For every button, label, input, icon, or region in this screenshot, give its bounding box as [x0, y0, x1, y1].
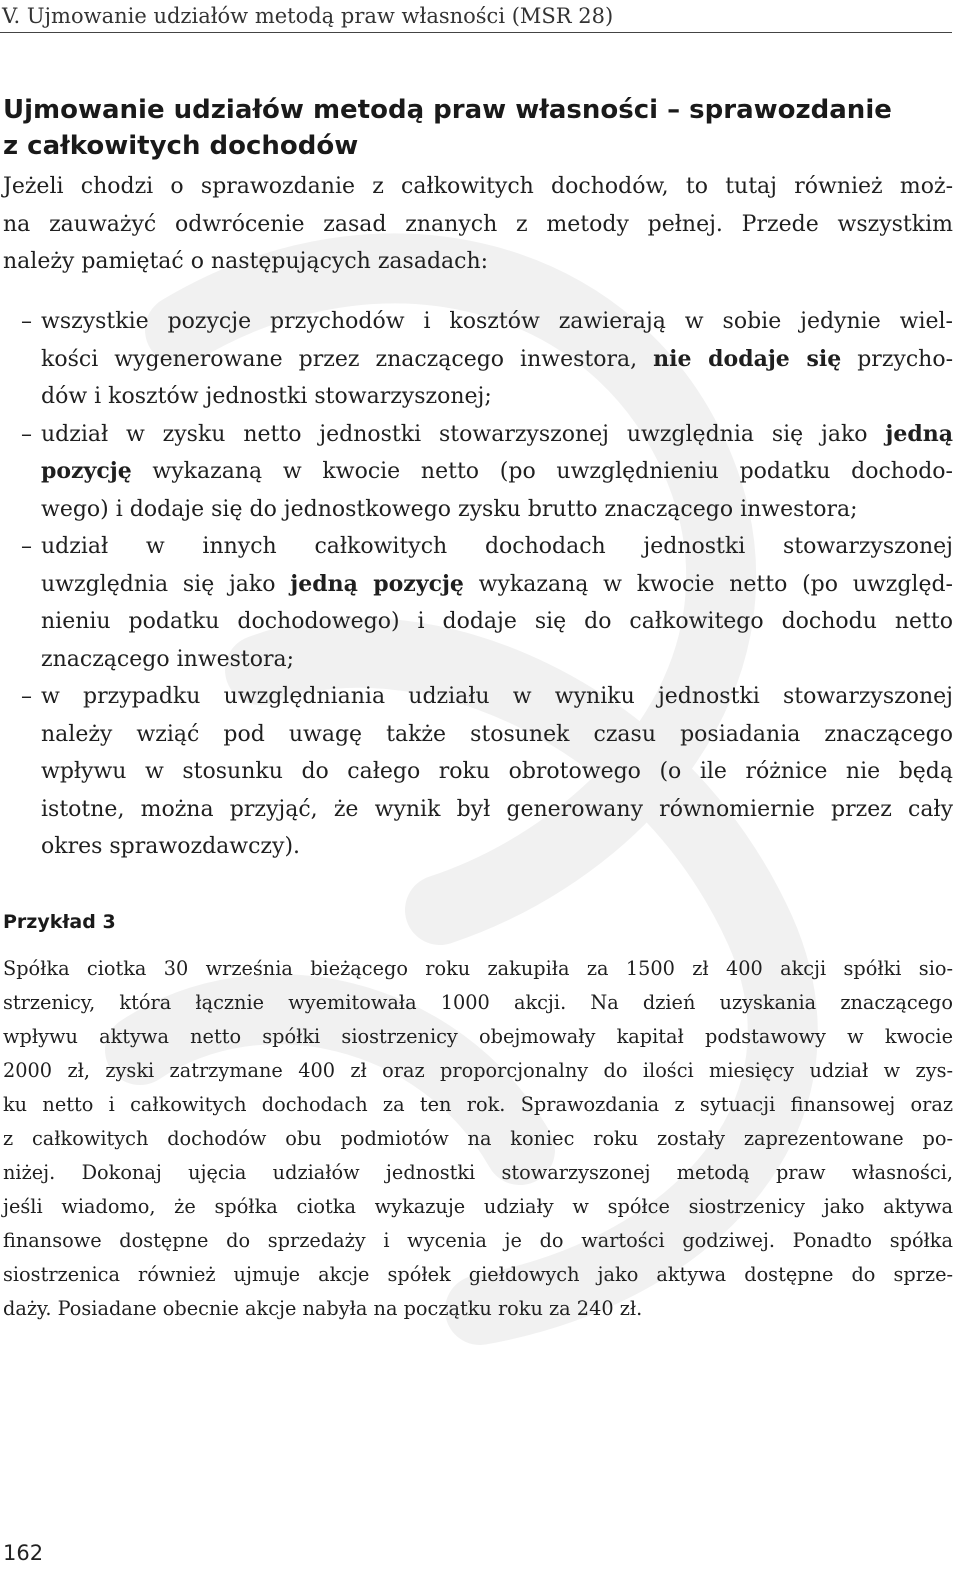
emphasis-text: jedną pozycję: [290, 570, 464, 597]
example-line: 2000 zł, zyski zatrzymane 400 zł oraz proporcjonalny do ilości miesięcy udział w zys-: [3, 1059, 953, 1082]
dash-bullet-icon: [21, 416, 32, 454]
list-item-line: znaczącego inwestora;: [41, 646, 295, 672]
running-head: V. Ujmowanie udziałów metodą praw własności (MSR 28): [2, 4, 614, 28]
list-item-line: udział w zysku netto jednostki stowarzyszonej uwzględnia się jako jedną: [41, 420, 953, 447]
section-title-line-1: Ujmowanie udziałów metodą praw własności – sprawozdanie: [3, 95, 892, 125]
page-number: 162: [3, 1541, 44, 1565]
example-line: Spółka ciotka 30 września bieżącego roku zakupiła za 1500 zł 400 akcji spółki sio-: [3, 957, 953, 980]
list-item-line: kości wygenerowane przez znaczącego inwestora, nie dodaje się przycho-: [41, 345, 954, 372]
intro-line: Jeżeli chodzi o sprawozdanie z całkowitych dochodów, to tutaj również moż-: [3, 174, 953, 199]
list-item-line: wpływu w stosunku do całego roku obrotowego (o ile różnice nie będą: [41, 759, 953, 784]
example-line: daży. Posiadane obecnie akcje nabyła na początku roku za 240 zł.: [3, 1297, 643, 1320]
intro-line: należy pamiętać o następujących zasadach:: [3, 249, 489, 274]
example-line: ku netto i całkowitych dochodach za ten rok. Sprawozdania z sytuacji finansowej oraz: [3, 1093, 953, 1116]
intro-paragraph: [3, 168, 953, 281]
example-heading: Przykład 3: [3, 911, 116, 933]
example-line: siostrzenica również ujmuje akcje spółek giełdowych jako aktywa dostępne do sprze-: [3, 1263, 953, 1286]
list-item: [3, 528, 953, 678]
section-title-line-2: z całkowitych dochodów: [3, 131, 359, 161]
example-line: strzenicy, która łącznie wyemitowała 1000 akcji. Na dzień uzyskania znaczącego: [3, 991, 953, 1014]
example-line: finansowe dostępne do sprzedaży i wycenia je do wartości godziwej. Ponadto spółka: [3, 1229, 953, 1252]
list-item-line: nieniu podatku dochodowego) i dodaje się do całkowitego dochodu netto: [41, 609, 953, 634]
example-line: z całkowitych dochodów obu podmiotów na koniec roku zostały zaprezentowane po-: [3, 1127, 953, 1150]
list-item-line: udział w innych całkowitych dochodach jednostki stowarzyszonej: [41, 534, 953, 559]
list-item-line: uwzględnia się jako jedną pozycję wykazaną w kwocie netto (po uwzględ-: [41, 570, 953, 597]
header-rule: [0, 32, 952, 33]
list-item-line: okres sprawozdawczy).: [41, 834, 301, 859]
dash-bullet-icon: [21, 678, 32, 716]
rules-list: [3, 303, 953, 866]
example-line: niżej. Dokonaj ujęcia udziałów jednostki stowarzyszonej metodą praw własności,: [3, 1161, 953, 1184]
emphasis-text: jedną: [885, 420, 953, 447]
list-item: [3, 678, 953, 866]
list-item-line: w przypadku uwzględniania udziału w wyniku jednostki stowarzyszonej: [41, 684, 953, 709]
example-line: wpływu aktywa netto spółki siostrzenicy obejmowały kapitał podstawowy w kwocie: [3, 1025, 953, 1048]
emphasis-text: pozycję: [41, 458, 132, 484]
section-title: [3, 92, 903, 164]
list-item-line: należy wziąć pod uwagę także stosunek czasu posiadania znaczącego: [41, 721, 953, 747]
list-item-line: istotne, można przyjąć, że wynik był generowany równomiernie przez cały: [41, 796, 953, 822]
list-item-line: wszystkie pozycje przychodów i kosztów zawierają w sobie jedynie wiel-: [41, 309, 953, 334]
list-item: [3, 416, 953, 529]
dash-bullet-icon: [21, 528, 32, 566]
list-item-line: pozycję wykazaną w kwocie netto (po uwzględnieniu podatku dochodo-: [41, 458, 953, 484]
emphasis-text: nie dodaje się: [653, 345, 842, 372]
example-paragraph: [3, 952, 953, 1326]
list-item-line: wego) i dodaje się do jednostkowego zysku brutto znaczącego inwestora;: [41, 496, 858, 522]
intro-line: na zauważyć odwrócenie zasad znanych z metody pełnej. Przede wszystkim: [3, 211, 953, 237]
dash-bullet-icon: [21, 303, 32, 341]
list-item: [3, 303, 953, 416]
list-item-line: dów i kosztów jednostki stowarzyszonej;: [41, 384, 492, 409]
example-line: jeśli wiadomo, że spółka ciotka wykazuje udziały w spółce siostrzenicy jako aktywa: [3, 1195, 953, 1218]
